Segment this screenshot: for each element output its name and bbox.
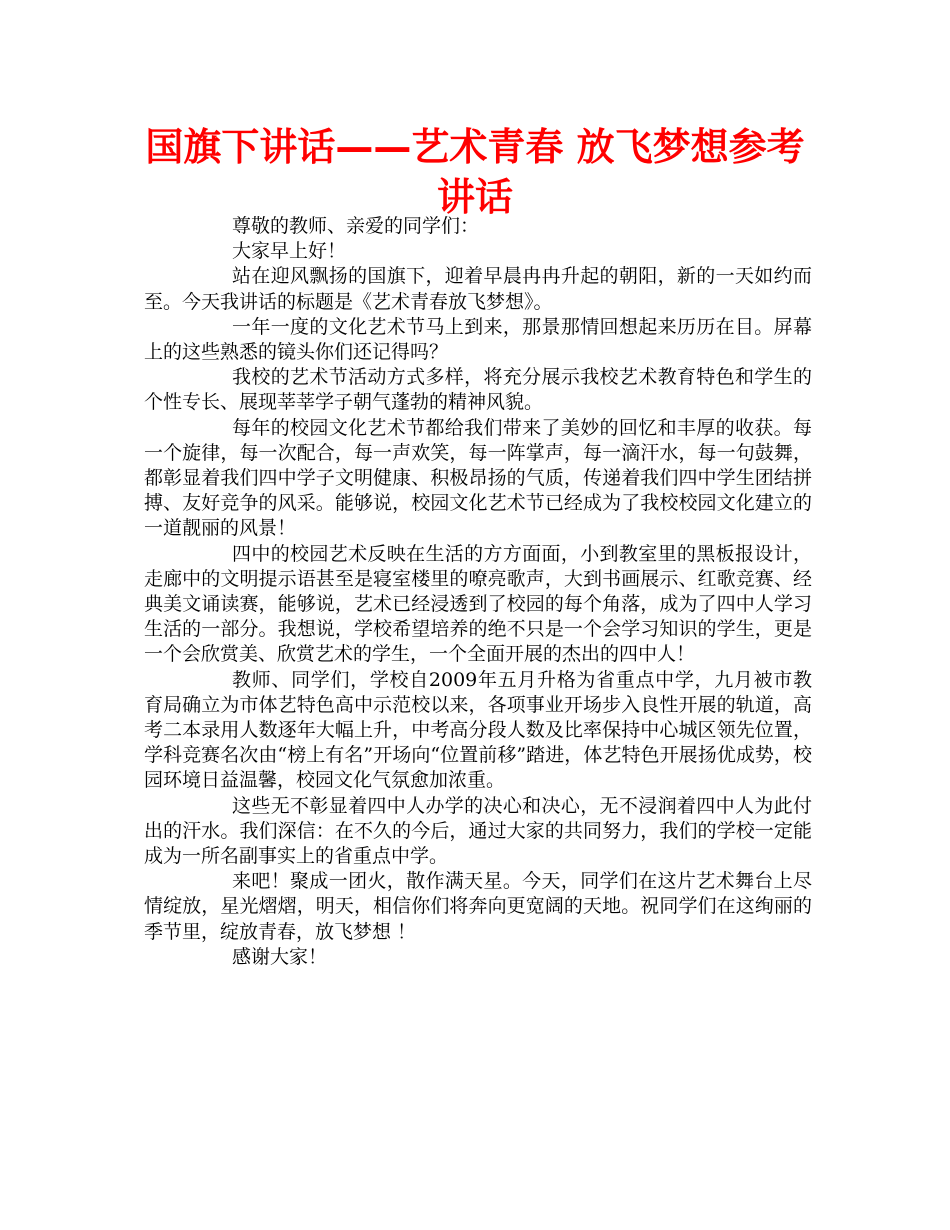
paragraph: 教师、同学们，学校自2009年五月升格为省重点中学，九月被市教育局确立为市体艺特色高中示范校以来，各项事业开场步入良性开展的轨道，高考二本录用人数逐年大幅上升，中考高分段人数及比率保持中心城区领先位置，学科竞赛名次由“榜上有名”开场向“位置前移”踏进，体艺特色开展扬优成势，校园环境日益温馨，校园文化气氛愈加浓重。	[144, 668, 812, 792]
paragraph: 一年一度的文化艺术节马上到来，那景那情回想起来历历在目。屏幕上的这些熟悉的镜头你们还记得吗？	[144, 315, 812, 364]
greeting: 大家早上好！	[232, 240, 347, 263]
document-title: 国旗下讲话——艺术青春 放飞梦想参考讲话	[145, 125, 805, 219]
paragraph: 站在迎风飘扬的国旗下，迎着早晨冉冉升起的朝阳，新的一天如约而至。今天我讲话的标题是《艺术青春放飞梦想》。	[144, 265, 812, 313]
paragraph: 这些无不彰显着四中人办学的决心和决心，无不浸润着四中人为此付出的汗水。我们深信：在不久的今后，通过大家的共同努力，我们的学校一定能成为一所名副事实上的省重点中学。	[144, 794, 812, 868]
closing: 感谢大家！	[232, 945, 328, 968]
paragraph: 来吧！聚成一团火，散作满天星。今天，同学们在这片艺术舞台上尽情绽放，星光熠熠，明天，相信你们将奔向更宽阔的天地。祝同学们在这绚丽的季节里，绽放青春，放飞梦想 ！	[144, 870, 812, 943]
paragraph: 每年的校园文化艺术节都给我们带来了美妙的回忆和丰厚的收获。每一个旋律，每一次配合，每一声欢笑，每一阵掌声，每一滴汗水，每一句鼓舞，都彰显着我们四中学子文明健康、积极昂扬的气质，传递着我们四中学生团结拼搏、友好竞争的风采。能够说，校园文化艺术节已经成为了我校校园文化建立的一道靓丽的风景！	[144, 416, 812, 540]
paragraph: 我校的艺术节活动方式多样，将充分展示我校艺术教育特色和学生的个性专长、展现莘莘学子朝气蓬勃的精神风貌。	[144, 366, 812, 414]
salutation: 尊敬的教师、亲爱的同学们：	[232, 215, 480, 237]
paragraph: 四中的校园艺术反映在生活的方方面面，小到教室里的黑板报设计，走廊中的文明提示语甚至是寝室楼里的嘹亮歌声，大到书画展示、红歌竞赛、经典美文诵读赛，能够说，艺术已经浸透到了校园的每个角落，成为了四中人学习生活的一部分。我想说，学校希望培养的绝不只是一个会学习知识的学生，更是一个会欣赏美、欣赏艺术的学生，一个全面开展的杰出的四中人！	[144, 542, 812, 666]
document-body	[144, 214, 812, 970]
